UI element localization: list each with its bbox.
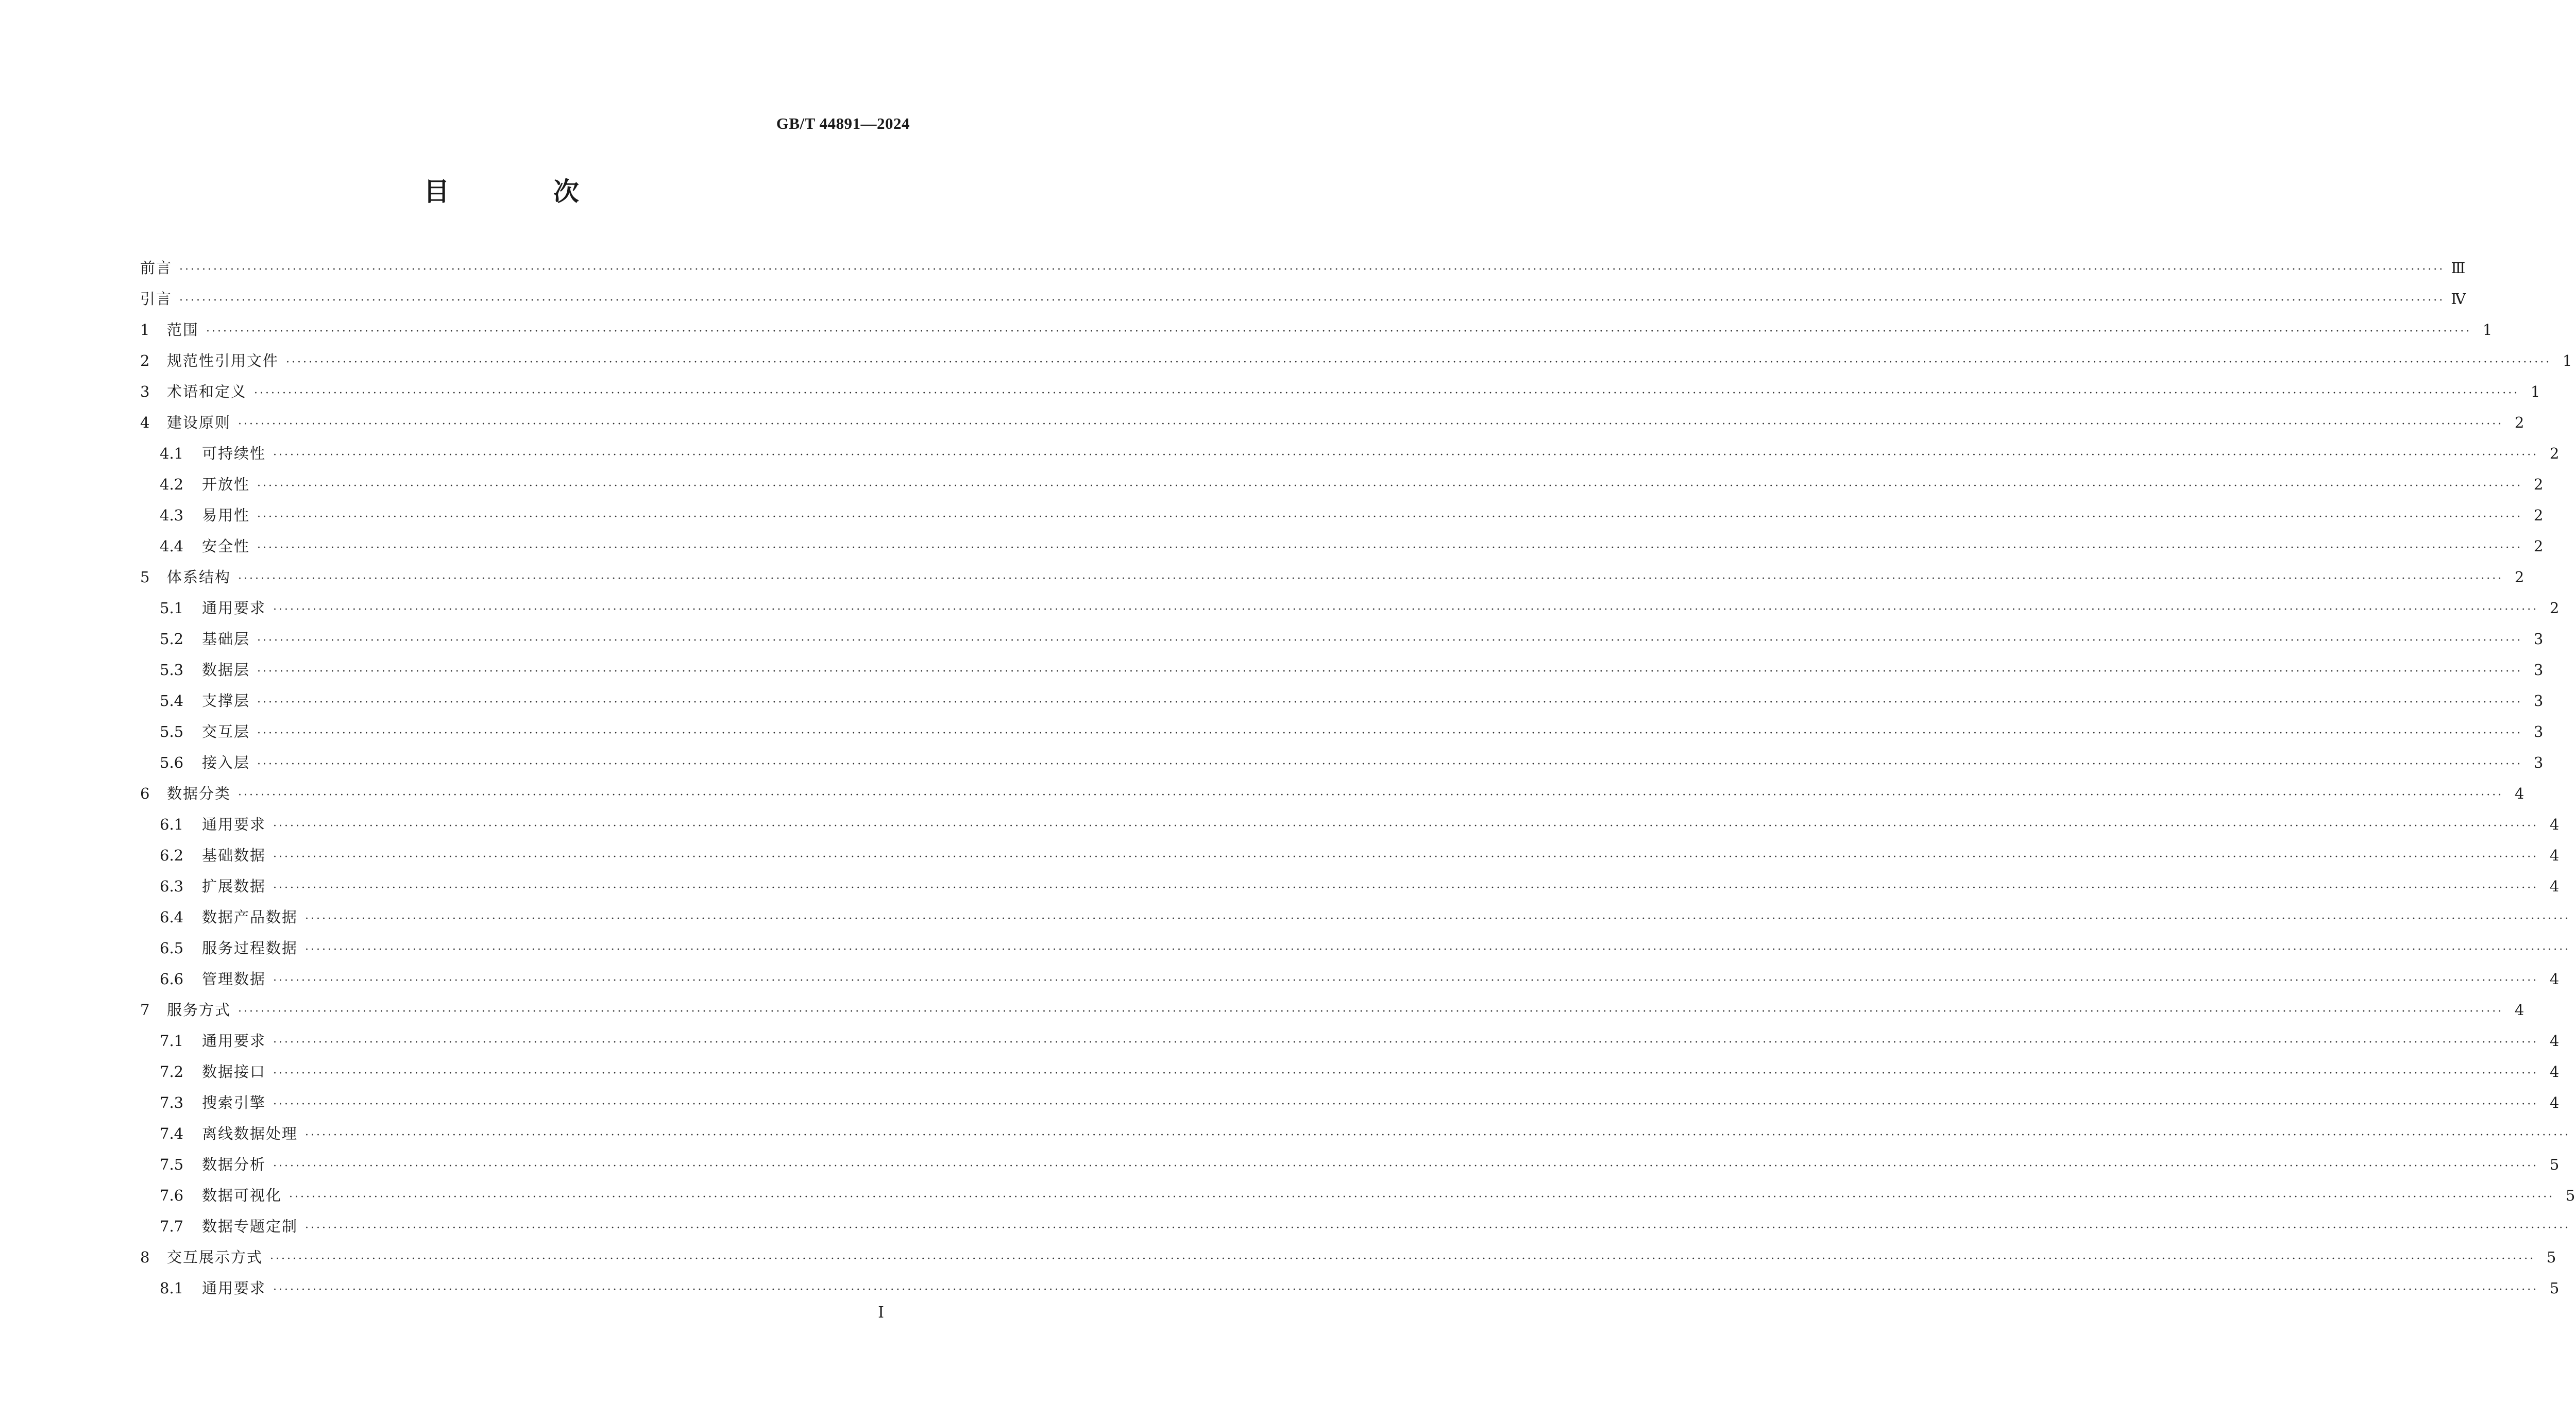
toc-dot-leader: ················································································································································································································································································································································································································ [179,294,2445,307]
toc-entry-title: 前言 [140,259,173,277]
toc-entry-page: 4 [2549,970,2560,988]
toc-entry[interactable] [140,809,2560,840]
toc-entry-page: 3 [2533,754,2544,771]
toc-entry-title: 扩展数据 [202,877,266,895]
toc-entry-number: 4 [140,414,150,431]
toc-entry-page: 2 [2549,599,2560,617]
toc-entry-number: 6.1 [160,816,184,833]
toc-entry-number: 7.2 [160,1063,184,1081]
toc-entry-page: 5 [2565,1187,2575,1204]
toc-entry-page: 4 [2514,785,2524,802]
toc-entry[interactable] [140,994,2524,1025]
toc-entry-number: 5.3 [160,661,184,679]
toc-entry-page: Ⅳ [2451,290,2466,308]
toc-dot-leader: ················································································································································································································································································································································································································ [257,511,2523,524]
toc-entry-page: 2 [2533,476,2544,493]
toc-dot-leader: ················································································································································································································································································································································································································ [273,449,2539,462]
toc-dot-leader: ················································································································································································································································································································································································································ [273,1036,2539,1049]
toc-entry-title: 引言 [140,290,173,308]
toc-entry[interactable] [140,1180,2575,1211]
page-number: Ⅰ [878,1304,884,1322]
toc-entry-number: 4.3 [160,507,184,524]
toc-entry[interactable] [140,283,2466,314]
toc-entry[interactable] [140,716,2544,747]
toc-entry[interactable] [140,1273,2560,1304]
toc-entry[interactable] [140,562,2524,593]
toc-entry-title: 范围 [167,321,199,339]
toc-entry-title: 基础数据 [202,847,266,864]
toc-entry[interactable] [140,1242,2556,1273]
toc-entry-number: 7.6 [160,1187,184,1204]
toc-entry-title: 数据分析 [202,1156,266,1173]
toc-entry-title: 数据专题定制 [202,1218,298,1235]
toc-entry-page [2570,902,2576,933]
toc-dot-leader: ················································································································································································································································································································································································································ [257,665,2523,678]
toc-entry[interactable] [140,500,2544,531]
toc-entry[interactable] [140,438,2560,469]
toc-entry-page: 4 [2549,847,2560,864]
toc-entry-title: 通用要求 [202,816,266,833]
toc-entry[interactable] [140,469,2544,500]
toc-entry-page: 2 [2549,445,2560,462]
toc-entry-page: 3 [2533,661,2544,679]
toc-dot-leader: ················································································································································································································································································································································································································ [257,758,2523,771]
toc-entry[interactable] [140,531,2544,562]
toc-entry[interactable] [140,964,2560,994]
toc-entry[interactable] [140,747,2544,778]
toc-entry-title: 开放性 [202,476,250,493]
toc-entry[interactable] [140,1211,2571,1242]
toc-entry-title: 通用要求 [202,1279,266,1297]
toc-entry-number: 7 [140,1001,150,1019]
toc-dot-leader: ················································································································································································································································································································································································································ [273,974,2539,987]
toc-entry-title: 易用性 [202,507,250,524]
toc-entry-number: 6.5 [160,939,184,957]
toc-entry[interactable] [140,778,2524,809]
toc-dot-leader: ················································································································································································································································································································································································································ [238,789,2504,802]
toc-entry-title: 通用要求 [202,599,266,617]
toc-dot-leader: ················································································································································································································································································································································································································ [305,1129,2571,1142]
toc-entry-title: 可持续性 [202,445,266,462]
toc-entry-title: 数据分类 [167,785,231,802]
toc-entry-title: 接入层 [202,754,250,771]
toc-entry-number: 7.4 [160,1125,184,1142]
toc-entry-title: 建设原则 [167,414,231,431]
toc-entry-title: 数据可视化 [202,1187,282,1204]
toc-entry-number: 5.5 [160,723,184,740]
toc-entry-title: 数据接口 [202,1063,266,1081]
toc-dot-leader: ················································································································································································································································································································································································································ [305,913,2571,925]
toc-dot-leader: ················································································································································································································································································································································································································ [305,1222,2571,1235]
toc-entry[interactable] [140,1087,2560,1118]
toc-entry-number: 6.2 [160,847,184,864]
toc-entry[interactable] [140,252,2466,283]
toc-entry-page: 2 [2533,507,2544,524]
toc-entry-title: 交互展示方式 [167,1248,263,1266]
toc-entry-number: 7.3 [160,1094,184,1111]
toc-dot-leader: ················································································································································································································································································································································································································ [238,418,2504,431]
toc-entry-number: 7.1 [160,1032,184,1050]
toc-entry-page: 4 [2549,877,2560,895]
toc-entry[interactable] [140,933,2571,964]
toc-dot-leader: ················································································································································································································································································································································································································ [257,727,2523,740]
toc-entry[interactable] [140,314,2493,345]
toc-dot-leader: ················································································································································································································································································································································································································ [273,603,2539,616]
toc-entry-title: 通用要求 [202,1032,266,1050]
toc-entry-number: 4.4 [160,537,184,555]
toc-entry-number: 6 [140,785,150,802]
toc-entry-page: 1 [2530,383,2540,400]
toc-dot-leader: ················································································································································································································································································································································································································ [270,1253,2536,1265]
toc-entry[interactable] [140,902,2571,933]
standard-number: GB/T 44891—2024 [776,114,910,132]
toc-entry-page: 3 [2533,692,2544,710]
toc-dot-leader: ················································································································································································································································································································································································································ [238,1005,2504,1018]
toc-entry-number: 6.3 [160,877,184,895]
toc-entry[interactable] [140,1149,2560,1180]
toc-entry[interactable] [140,1025,2560,1056]
toc-entry-page: Ⅲ [2451,259,2466,277]
toc-entry-page: 5 [2546,1248,2556,1266]
toc-entry-number: 5.1 [160,599,184,617]
toc-entry[interactable] [140,345,2572,376]
toc-entry-title: 术语和定义 [167,383,247,400]
toc-entry-number: 4.2 [160,476,184,493]
toc-entry-number: 8.1 [160,1279,184,1297]
toc-entry-title: 基础层 [202,630,250,648]
toc-entry-title: 离线数据处理 [202,1125,298,1142]
table-of-contents [140,252,2575,1304]
toc-entry-number: 5 [140,568,150,586]
toc-entry-page: 2 [2514,568,2524,586]
toc-dot-leader: ················································································································································································································································································································································································································ [257,480,2523,493]
toc-entry[interactable] [140,840,2560,871]
toc-entry-page: 2 [2533,537,2544,555]
toc-entry-page: 5 [2549,1156,2560,1173]
toc-entry-number: 1 [140,321,150,339]
toc-entry-title: 数据产品数据 [202,908,298,926]
toc-entry-title: 规范性引用文件 [167,352,279,369]
toc-entry-number: 5.6 [160,754,184,771]
toc-entry-number: 4.1 [160,445,184,462]
toc-entry-page [2570,1211,2576,1242]
page-title: 目 次 [423,177,626,207]
toc-entry[interactable] [140,623,2544,654]
toc-dot-leader: ················································································································································································································································································································································································································ [206,325,2472,338]
toc-entry-page: 5 [2549,1279,2560,1297]
toc-entry-title: 安全性 [202,537,250,555]
toc-entry[interactable] [140,685,2544,716]
toc-entry-page: 1 [2562,352,2572,369]
toc-entry-title: 体系结构 [167,568,231,586]
toc-entry[interactable] [140,593,2560,623]
toc-dot-leader: ················································································································································································································································································································································································································ [257,542,2523,554]
toc-dot-leader: ················································································································································································································································································································································································································ [179,263,2445,276]
toc-dot-leader: ················································································································································································································································································································································································································ [273,851,2539,864]
toc-entry-page: 1 [2482,321,2493,339]
toc-entry-title: 服务方式 [167,1001,231,1019]
toc-entry-number: 5.2 [160,630,184,648]
toc-dot-leader: ················································································································································································································································································································································································································ [254,387,2520,400]
toc-entry-number: 6.4 [160,908,184,926]
toc-entry-page [2570,1118,2576,1149]
toc-entry-title: 交互层 [202,723,250,740]
toc-entry[interactable] [140,1118,2571,1149]
toc-entry-page: 4 [2549,1094,2560,1111]
toc-dot-leader: ················································································································································································································································································································································································································ [273,1160,2539,1173]
toc-entry-number: 7.7 [160,1218,184,1235]
toc-dot-leader: ················································································································································································································································································································································································································ [238,572,2504,585]
toc-entry-page [2570,933,2576,964]
toc-dot-leader: ················································································································································································································································································································································································································ [257,634,2523,647]
toc-dot-leader: ················································································································································································································································································································································································································ [273,1284,2539,1296]
toc-dot-leader: ················································································································································································································································································································································································································ [289,1191,2555,1204]
toc-entry[interactable] [140,654,2544,685]
toc-entry-page: 4 [2549,1032,2560,1050]
toc-entry-title: 支撑层 [202,692,250,710]
toc-entry-page: 4 [2549,1063,2560,1081]
toc-dot-leader: ················································································································································································································································································································································································································ [273,882,2539,894]
toc-entry-number: 7.5 [160,1156,184,1173]
toc-entry-title: 搜索引擎 [202,1094,266,1111]
toc-entry[interactable] [140,1056,2560,1087]
toc-entry-number: 2 [140,352,150,369]
toc-entry-title: 管理数据 [202,970,266,988]
toc-entry-number: 8 [140,1248,150,1266]
toc-entry-page: 3 [2533,723,2544,740]
toc-entry-page: 2 [2514,414,2524,431]
toc-entry-page: 4 [2514,1001,2524,1019]
toc-entry-title: 服务过程数据 [202,939,298,957]
toc-entry[interactable] [140,376,2540,407]
toc-dot-leader: ················································································································································································································································································································································································································ [305,943,2571,956]
toc-entry-page: 4 [2549,816,2560,833]
toc-entry[interactable] [140,871,2560,902]
toc-entry-title: 数据层 [202,661,250,679]
toc-entry[interactable] [140,407,2524,438]
toc-entry-number: 5.4 [160,692,184,710]
toc-entry-number: 3 [140,383,150,400]
toc-dot-leader: ················································································································································································································································································································································································································ [273,1098,2539,1111]
toc-dot-leader: ················································································································································································································································································································································································································ [273,820,2539,833]
toc-dot-leader: ················································································································································································································································································································································································································ [273,1067,2539,1080]
toc-entry-page: 3 [2533,630,2544,648]
toc-dot-leader: ················································································································································································································································································································································································································ [286,356,2552,369]
toc-dot-leader: ················································································································································································································································································································································································································ [257,696,2523,709]
toc-entry-number: 6.6 [160,970,184,988]
